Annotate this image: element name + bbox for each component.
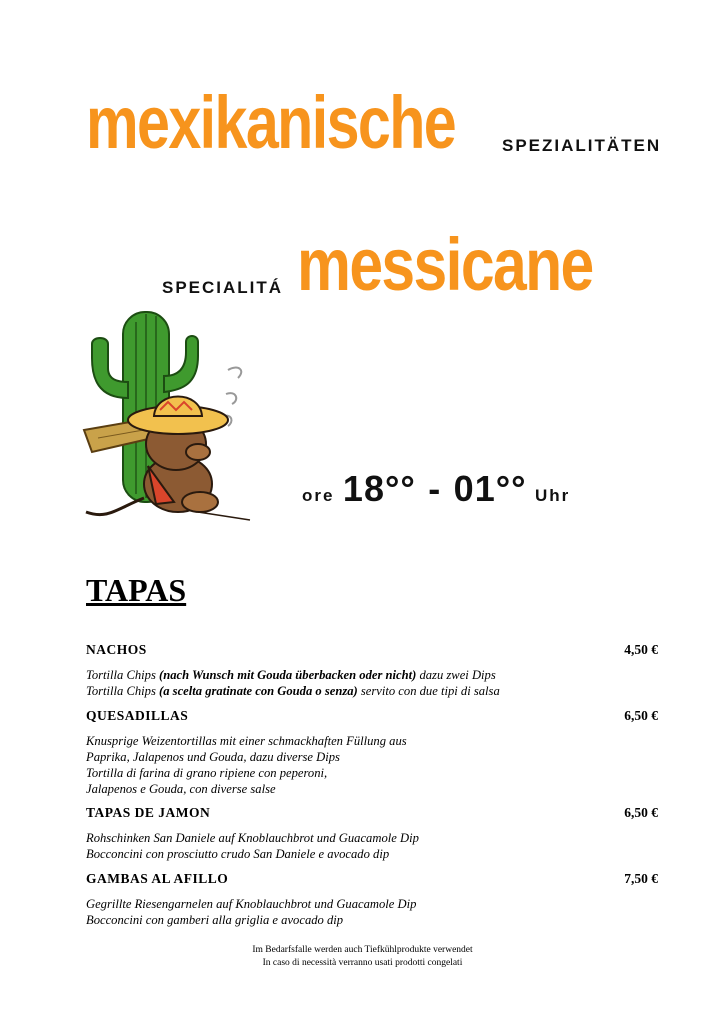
item-desc-line: Tortilla di farina di grano ripiene con peperoni,: [86, 766, 328, 780]
opening-hours: [302, 468, 570, 510]
item-name: TAPAS DE JAMON: [86, 805, 211, 820]
menu-item-tapas-de-jamon: [86, 805, 658, 862]
hours-to: 01°°: [453, 468, 527, 509]
item-desc-line: Tortilla Chips (nach Wunsch mit Gouda überbacken oder nicht) dazu zwei Dips: [86, 668, 496, 682]
mexican-mouse-cactus-illustration: [78, 298, 258, 526]
hours-from: 18°°: [342, 468, 416, 509]
item-price: 6,50 €: [624, 805, 658, 820]
item-name: QUESADILLAS: [86, 708, 189, 723]
item-desc-line: Rohschinken San Daniele auf Knoblauchbrot und Guacamole Dip: [86, 831, 419, 845]
footer-line-german: Im Bedarfsfalle werden auch Tiefkühlprodukte verwendet: [252, 945, 473, 955]
item-price: 4,50 €: [624, 642, 658, 657]
item-desc-line: Tortilla Chips (a scelta gratinate con Gouda o senza) servito con due tipi di salsa: [86, 684, 500, 698]
item-desc-line: Bocconcini con gamberi alla griglia e avocado dip: [86, 913, 344, 927]
item-desc-line: Paprika, Jalapenos und Gouda, dazu diverse Dips: [86, 750, 340, 764]
section-title: TAPAS: [86, 572, 187, 608]
item-price: 7,50 €: [624, 871, 658, 886]
subtitle-italian: SPECIALITÁ: [162, 278, 284, 297]
item-name: GAMBAS AL AFILLO: [86, 871, 229, 886]
title-italian: messicane: [297, 223, 593, 306]
subtitle-german: SPEZIALITÄTEN: [502, 136, 662, 155]
item-desc-line: Gegrillte Riesengarnelen auf Knoblauchbrot und Guacamole Dip: [86, 897, 417, 911]
item-name: NACHOS: [86, 642, 147, 657]
hours-dash: -: [428, 468, 442, 509]
item-desc-line: Knusprige Weizentortillas mit einer schmackhaften Füllung aus: [86, 734, 407, 748]
hours-suffix: Uhr: [534, 486, 571, 505]
hours-prefix: ore: [302, 486, 335, 505]
menu-item-nachos: [86, 642, 658, 699]
item-price: 6,50 €: [624, 708, 658, 723]
menu-item-gambas-al-afillo: [86, 871, 658, 928]
footer-note: [0, 944, 725, 970]
menu-item-quesadillas: [86, 708, 658, 797]
title-german: mexikanische: [86, 81, 456, 164]
item-desc-line: Bocconcini con prosciutto crudo San Daniele e avocado dip: [86, 847, 390, 861]
footer-line-italian: In caso di necessità verranno usati prodotti congelati: [262, 958, 463, 968]
item-desc-line: Jalapenos e Gouda, con diverse salse: [86, 782, 276, 796]
